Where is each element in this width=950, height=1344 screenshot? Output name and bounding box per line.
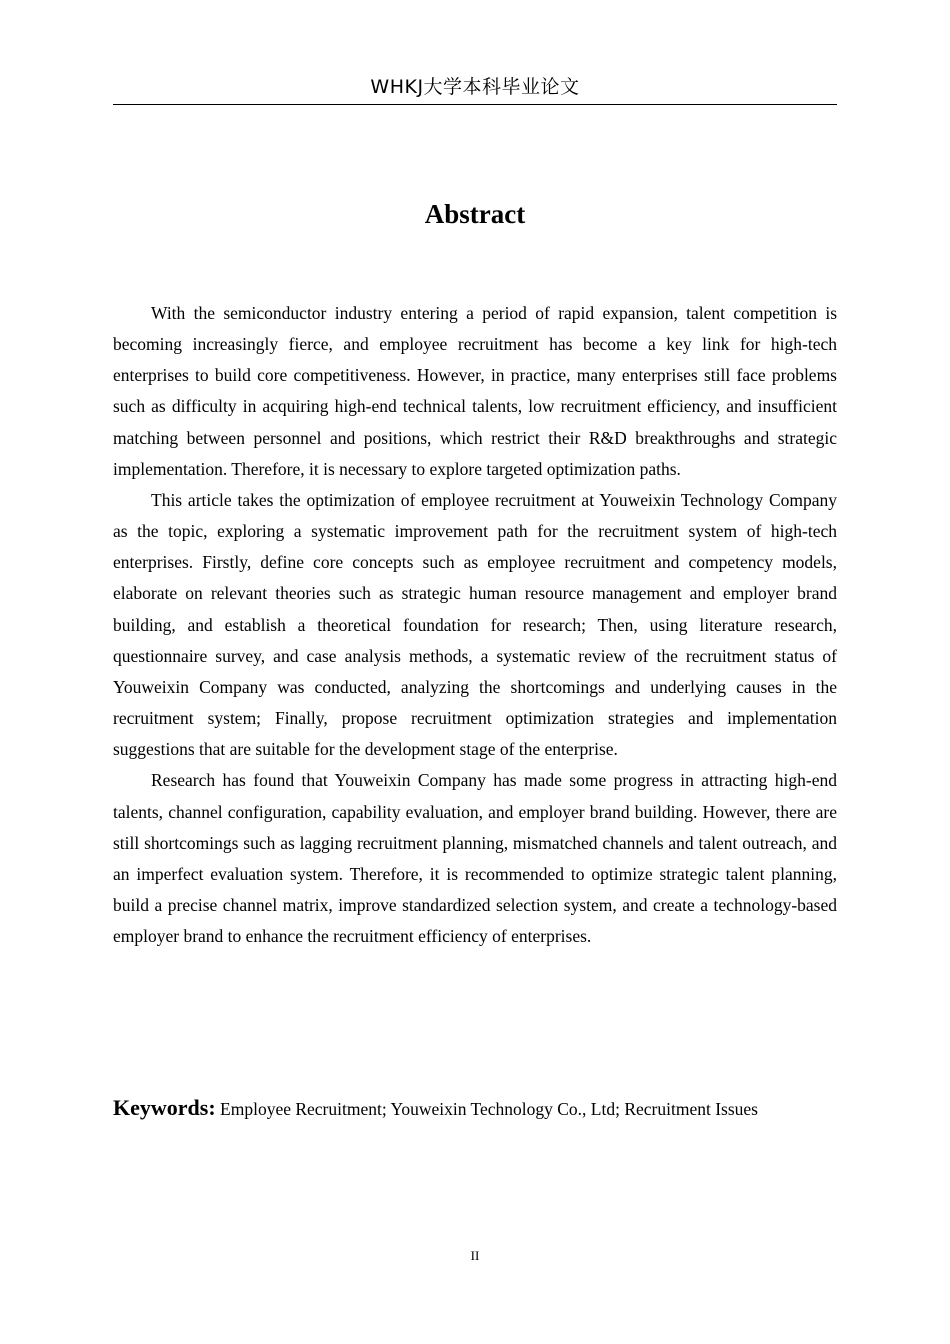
keywords-text: Employee Recruitment; Youweixin Technology Co., Ltd; Recruitment Issues [215, 1099, 758, 1119]
abstract-title: Abstract [424, 199, 526, 229]
abstract-paragraph-1: With the semiconductor industry entering a period of rapid expansion, talent competition is becoming increasingly fierce, and employee recruitment has become a key link for high-tech enterprises to build core competitiveness. However, in practice, many enterprises still face problems such as difficulty in acquiring high-end technical talents, low recruitment efficiency, and insufficient matching between personnel and positions, which restrict their R&D breakthroughs and strategic implementation. Therefore, it is necessary to explore targeted optimization paths. [113, 303, 837, 479]
abstract-body [113, 298, 837, 952]
abstract-paragraph-2: This article takes the optimization of employee recruitment at Youweixin Technology Company as the topic, exploring a systematic improvement path for the recruitment system of high-tech enterprises. Firstly, define core concepts such as employee recruitment and competency models, elaborate on relevant theories such as strategic human resource management and employer brand building, and establish a theoretical foundation for research; Then, using literature research, questionnaire survey, and case analysis methods, a systematic review of the recruitment status of Youweixin Company was conducted, analyzing the shortcomings and underlying causes in the recruitment system; Finally, propose recruitment optimization strategies and implementation suggestions that are suitable for the development stage of the enterprise. [113, 489, 837, 760]
keywords-label: Keywords: [113, 1095, 216, 1120]
abstract-paragraph-3: Research has found that Youweixin Company has made some progress in attracting high-end talents, channel configuration, capability evaluation, and employer brand building. However, there are still shortcomings such as lagging recruitment planning, mismatched channels and talent outreach, and an imperfect evaluation system. Therefore, it is recommended to optimize strategic talent planning, build a precise channel matrix, improve standardized selection system, and create a technology-based employer brand to enhance the recruitment efficiency of enterprises. [113, 770, 837, 947]
header-text: WHKJ大学本科毕业论文 [370, 76, 580, 98]
keywords-line [113, 1092, 837, 1125]
page-number: II [470, 1248, 480, 1263]
page-header [113, 74, 837, 105]
